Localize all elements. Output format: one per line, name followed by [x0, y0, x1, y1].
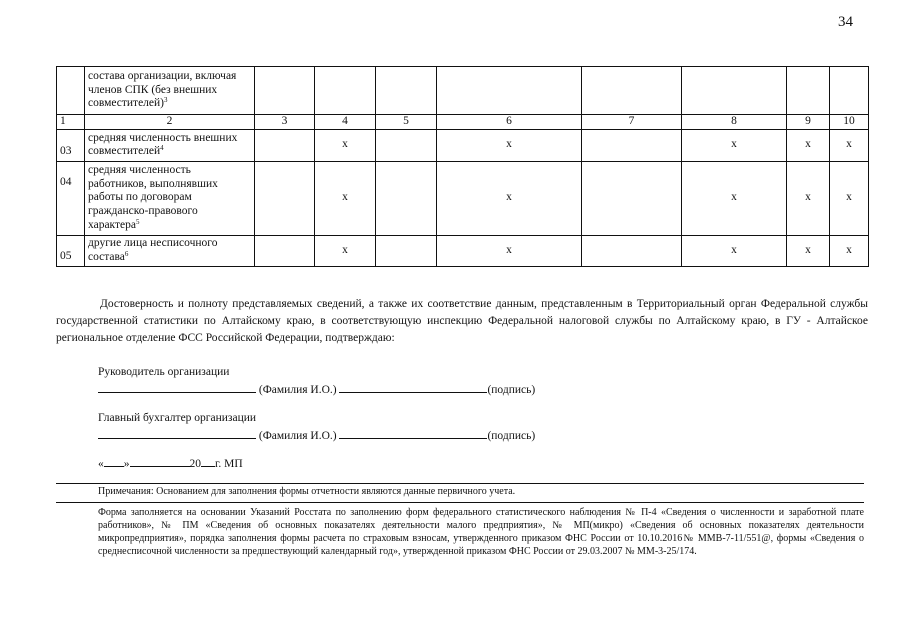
year-suffix: г. МП: [215, 458, 243, 470]
column-number: 6: [437, 115, 582, 130]
column-number: 3: [255, 115, 315, 130]
day-line: [104, 455, 124, 467]
table-cell: [582, 67, 682, 115]
column-number: 10: [830, 115, 869, 130]
row-label: средняя численность внешних совместителей$^4$: [85, 129, 255, 161]
column-number: 7: [582, 115, 682, 130]
report-table: [56, 66, 869, 267]
table-cell: [376, 129, 437, 161]
name-hint: (Фамилия И.О.): [258, 384, 337, 396]
signature-hint: (подпись): [487, 384, 536, 396]
table-row: [57, 235, 869, 266]
year-prefix: 20: [189, 458, 201, 470]
table-cell-mark: x: [787, 235, 830, 266]
accountant-name-line: [98, 427, 256, 439]
notes-text: Примечания: Основанием для заполнения формы отчетности являются данные первичного учета.: [98, 486, 516, 497]
page-number: 34: [838, 14, 853, 30]
table-cell: [582, 129, 682, 161]
head-role-label: Руководитель организации: [98, 366, 230, 378]
head-signature-block: [98, 364, 535, 399]
accountant-signature-line: [339, 427, 487, 439]
table-cell: [255, 161, 315, 235]
table-cell-mark: x: [437, 161, 582, 235]
column-number: 2: [85, 115, 255, 130]
table-cell: [315, 67, 376, 115]
year-line: [201, 455, 215, 467]
table-cell-mark: x: [315, 235, 376, 266]
table-cell-mark: x: [682, 129, 787, 161]
row-code: 05: [57, 235, 85, 266]
table-cell-mark: x: [315, 161, 376, 235]
table-cell: [582, 235, 682, 266]
table-cell: [582, 161, 682, 235]
column-number: 9: [787, 115, 830, 130]
table-cell-mark: x: [830, 235, 869, 266]
table-cell: [57, 67, 85, 115]
table-cell: [787, 67, 830, 115]
table-cell-mark: x: [682, 161, 787, 235]
table-cell: [376, 161, 437, 235]
date-close-quote: »: [123, 458, 130, 470]
row-label: средняя численность работников, выполнявших работы по договорам гражданско-правового характера$^5$: [85, 161, 255, 235]
table-cell: [376, 235, 437, 266]
table-cell: [255, 235, 315, 266]
month-line: [130, 455, 190, 467]
table-cell-mark: x: [437, 235, 582, 266]
column-number: 1: [57, 115, 85, 130]
table-cell: [255, 129, 315, 161]
row-label: состава организации, включая членов СПК (без внешних совместителей)$^3$: [85, 67, 255, 115]
divider: [56, 502, 864, 503]
head-signature-line: [339, 381, 487, 393]
divider: [56, 483, 864, 484]
table-row: [57, 129, 869, 161]
head-name-line: [98, 381, 256, 393]
table-cell-mark: x: [437, 129, 582, 161]
signature-hint: (подпись): [487, 430, 536, 442]
column-numbers-row: [57, 115, 869, 130]
name-hint: (Фамилия И.О.): [258, 430, 337, 442]
table-cell: [376, 67, 437, 115]
date-open-quote: «: [98, 458, 104, 470]
row-label: другие лица несписочного состава$^6$: [85, 235, 255, 266]
date-line: [98, 455, 243, 470]
table-cell-mark: x: [787, 129, 830, 161]
table-cell-mark: x: [787, 161, 830, 235]
table-cell-mark: x: [830, 161, 869, 235]
table-cell: [682, 67, 787, 115]
table-cell-mark: x: [682, 235, 787, 266]
row-code: 04: [57, 161, 85, 235]
column-number: 8: [682, 115, 787, 130]
table-cell-mark: x: [830, 129, 869, 161]
accountant-role-label: Главный бухгалтер организации: [98, 412, 257, 424]
table-cell: [437, 67, 582, 115]
footnote-text: Форма заполняется на основании Указаний Росстата по заполнению форм федерального статистического наблюдения № П-4 «Сведения о численности и заработной плате работников», № ПМ «Сведения об основных показателях деятельности малого предприятия», № МП(микро) «Сведения об основных показателях деятельности микропредприятия», порядка заполнения формы расчета по страховым взносам, утвержденного приказом ФНС России от 10.10.2016№ ММВ-7-11/551@, формы «Сведения о среднесписочной численности за предшествующий календарный год», утвержденной приказом ФНС России от 29.03.2007 № ММ-3-25/174.: [98, 507, 864, 557]
table-cell: [255, 67, 315, 115]
row-code: 03: [57, 129, 85, 161]
column-number: 5: [376, 115, 437, 130]
table-row: [57, 161, 869, 235]
table-cell-mark: x: [315, 129, 376, 161]
accountant-signature-block: [98, 410, 535, 445]
table-row-continuation: [57, 67, 869, 115]
table-cell: [830, 67, 869, 115]
column-number: 4: [315, 115, 376, 130]
attestation-text: Достоверность и полноту представляемых сведений, а также их соответствие данным, представленным в Территориальный орган Федеральной службы государственной статистики по Алтайскому краю, в соответствующую инспекцию Федеральной налоговой службы по Алтайскому краю, в ГУ - Алтайское региональное отделение ФСС Российской Федерации, подтверждаю:: [56, 298, 868, 344]
